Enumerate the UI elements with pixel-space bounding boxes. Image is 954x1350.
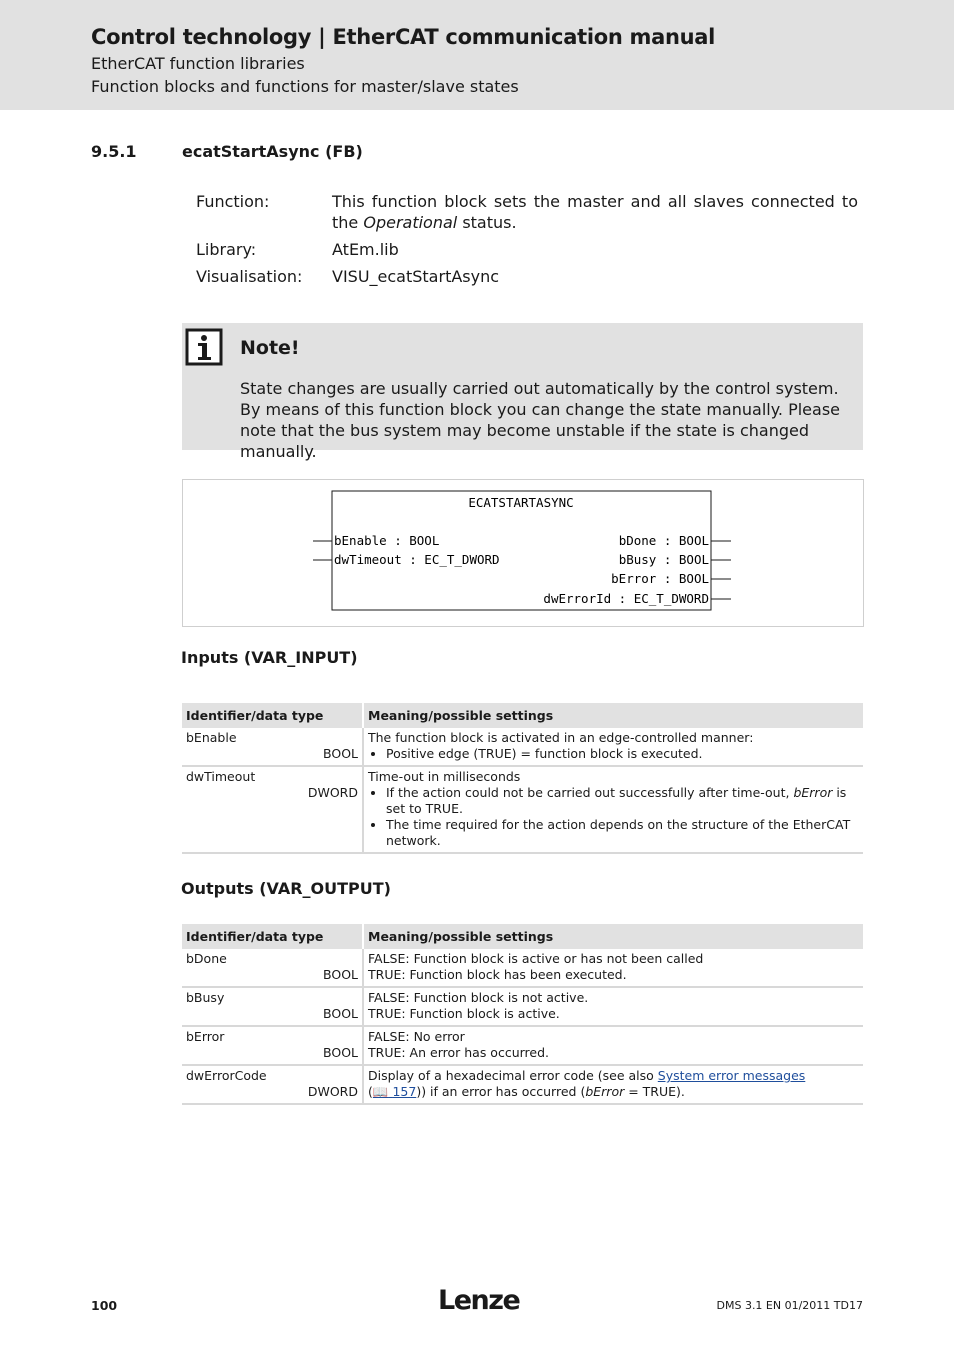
output-pin-berror: bError : BOOL	[611, 571, 709, 586]
visualisation-label: Visualisation:	[196, 267, 303, 286]
meaning-false: FALSE: No error	[368, 1029, 465, 1044]
data-type: BOOL	[323, 746, 358, 761]
input-pin-dwtimeout: dwTimeout : EC_T_DWORD	[334, 552, 500, 567]
identifier: bError	[186, 1029, 225, 1044]
meaning-true: TRUE: Function block is active.	[368, 1006, 560, 1021]
output-pin-bdone: bDone : BOOL	[618, 533, 709, 548]
meaning: Display of a hexadecimal error code (see also System error messages (📖 157)) if an error has occurred (bError = TRUE).	[363, 1065, 863, 1104]
col-header-identifier: Identifier/data type	[182, 924, 363, 949]
page-reference-link[interactable]: 📖 157	[372, 1084, 417, 1099]
data-type: BOOL	[323, 1045, 358, 1060]
table-row	[182, 987, 863, 1026]
list-item: • The time required for the action depends on the structure of the EtherCAT network.	[386, 817, 859, 849]
identifier: bBusy	[186, 990, 225, 1005]
chapter-title: EtherCAT function libraries	[91, 54, 305, 73]
meaning-false: FALSE: Function block is active or has not been called	[368, 951, 704, 966]
output-pin-bbusy: bBusy : BOOL	[618, 552, 709, 567]
table-row	[182, 949, 863, 987]
data-type: BOOL	[323, 967, 358, 982]
manual-title: Control technology | EtherCAT communication manual	[91, 25, 716, 49]
library-label: Library:	[196, 240, 257, 259]
info-icon	[185, 326, 225, 366]
subchapter-title: Function blocks and functions for master/slave states	[91, 77, 519, 96]
function-block-diagram	[182, 479, 864, 627]
meaning: Time-out in milliseconds	[368, 769, 521, 784]
lenze-logo: Lenze	[438, 1285, 520, 1316]
block-name: ECATSTARTASYNC	[468, 495, 574, 510]
meaning-true: TRUE: An error has occurred.	[368, 1045, 549, 1060]
document-reference: DMS 3.1 EN 01/2011 TD17	[716, 1299, 863, 1312]
meaning-true: TRUE: Function block has been executed.	[368, 967, 627, 982]
table-row	[182, 766, 863, 853]
note-title: Note!	[240, 337, 300, 359]
identifier: bEnable	[186, 730, 237, 745]
input-pin-benable: bEnable : BOOL	[334, 533, 440, 548]
library-value: AtEm.lib	[332, 240, 399, 259]
system-error-messages-link[interactable]: System error messages	[657, 1068, 806, 1083]
page-number: 100	[91, 1298, 118, 1313]
book-icon: 📖	[372, 1084, 389, 1099]
section-number: 9.5.1	[91, 142, 137, 161]
table-row	[182, 1065, 863, 1104]
list-item: • If the action could not be carried out successfully after time-out, bError is set to TRUE.	[386, 785, 859, 817]
outputs-heading: Outputs (VAR_OUTPUT)	[181, 879, 391, 898]
inputs-heading: Inputs (VAR_INPUT)	[181, 648, 358, 667]
col-header-meaning: Meaning/possible settings	[363, 924, 863, 949]
function-label: Function:	[196, 192, 270, 211]
note-text: State changes are usually carried out automatically by the control system. By means of this function block you can change the state manually. Please note that the bus system may become unstable if the state is changed manually.	[240, 379, 840, 461]
operational-term: Operational	[363, 213, 458, 232]
col-header-identifier: Identifier/data type	[182, 703, 363, 728]
function-description: This function block sets the master and all slaves connected to the Operational status.	[332, 192, 858, 232]
identifier: dwTimeout	[186, 769, 256, 784]
page-header	[0, 0, 954, 110]
note-box	[182, 323, 863, 461]
table-row	[182, 728, 863, 766]
meaning-false: FALSE: Function block is not active.	[368, 990, 589, 1005]
identifier: bDone	[186, 951, 227, 966]
section-title: ecatStartAsync (FB)	[182, 142, 363, 161]
identifier: dwErrorCode	[186, 1068, 267, 1083]
data-type: DWORD	[307, 1084, 358, 1099]
col-header-meaning: Meaning/possible settings	[363, 703, 863, 728]
data-type: BOOL	[323, 1006, 358, 1021]
output-pin-dwerrorid: dwErrorId : EC_T_DWORD	[543, 591, 709, 606]
inputs-table	[182, 703, 863, 854]
meaning: The function block is activated in an edge-controlled manner:	[368, 730, 754, 745]
list-item: • Positive edge (TRUE) = function block is executed.	[386, 746, 859, 762]
table-row	[182, 1026, 863, 1065]
data-type: DWORD	[307, 785, 358, 800]
outputs-table	[182, 924, 863, 1105]
visualisation-value: VISU_ecatStartAsync	[332, 267, 500, 286]
